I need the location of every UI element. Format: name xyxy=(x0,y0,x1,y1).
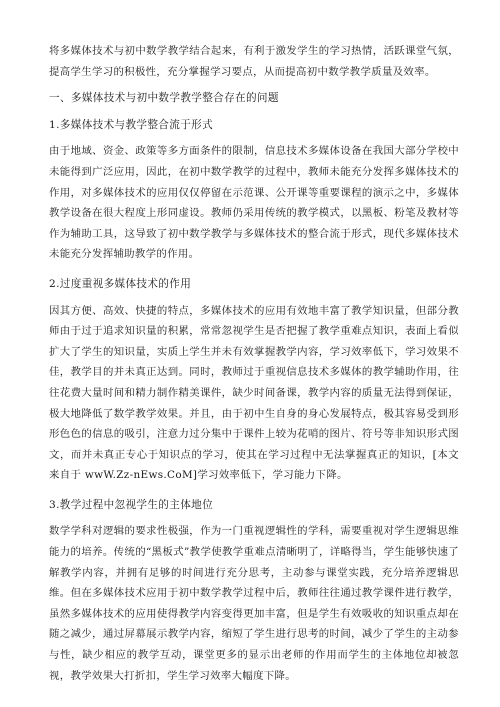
intro-paragraph: 将多媒体技术与初中数学教学结合起来，有利于激发学生的学习热情，活跃课堂气氛，提高学生学习的积极性，充分掌握学习要点，从而提高初中数学教学质量及效率。 xyxy=(49,45,459,78)
subsection-body-3: 数学学科对逻辑的要求性极强，作为一门重视逻辑性的学科，需要重视对学生逻辑思维能力的培养。传统的“黑板式”教学使教学重难点清晰明了，详略得当，学生能够快速了解教学内容，并拥有足够的时间进行充分思考，主动参与课堂实践，充分培养逻辑思维。但在多媒体技术应用于初中数学教学过程中后，教师往往通过教学课件进行教学，虽然多媒体技术的应用使得教学内容变得更加丰富，但是学生有效吸收的知识重点却在随之减少，通过屏幕展示教学内容，缩短了学生进行思考的时间，减少了学生的主动参与性，缺少相应的教学互动，课堂更多的显示出老师的作用而学生的主体地位却被忽视，教学效果大打折扣，学生学习效率大幅度下降。 xyxy=(49,525,459,682)
subsection-title-3: 3.教学过程中忽视学生的主体地位 xyxy=(49,498,214,511)
subsection-body-1: 由于地域、资金、政策等多方面条件的限制，信息技术多媒体设备在我国大部分学校中未能得到广泛应用，因此，在初中数学教学的过程中，教师未能充分发挥多媒体技术的作用，对多媒体技术的应用仅仅停留在示范课、公开课等重要课程的演示之中，多媒体教学设备在很大程度上形同虚设。教师仍采用传统的教学模式，以黑板、粉笔及教材等作为辅助工具，这导致了初中数学教学与多媒体技术的整合流于形式，现代多媒体技术未能充分发挥辅助教学的作用。 xyxy=(49,145,459,261)
section-title: 一、多媒体技术与初中数学教学整合存在的问题 xyxy=(49,92,279,105)
subsection-title-1: 1.多媒体技术与教学整合流于形式 xyxy=(49,118,214,131)
document-page xyxy=(49,41,459,686)
subsection-title-2: 2.过度重视多媒体技术的作用 xyxy=(49,277,192,290)
subsection-body-2: 因其方便、高效、快捷的特点，多媒体技术的应用有效地丰富了教学知识量，但部分教师由于过于追求知识量的积累，常常忽视学生是否把握了教学重难点知识，表面上看似扩大了学生的知识量，实质上学生并未有效掌握教学内容，学习效率低下，学习效果不佳，教学目的并未真正达到。同时，教师过于重视信息技术多媒体的教学辅助作用，往往花费大量时间和精力制作精美课件，缺少时间备课，教学内容的质量无法得到保证，极大地降低了数学教学效果。并且，由于初中生自身的身心发展特点，极其容易受到形形色色的信息的吸引，注意力过分集中于课件上较为花哨的图片、符号等非知识形式图文，而并未真正专心于知识点的学习，使其在学习过程中无法掌握真正的知识，[本文来自于 wwW.Zz-nEws.CoM]学习效率低下，学习能力下降。 xyxy=(49,304,459,482)
